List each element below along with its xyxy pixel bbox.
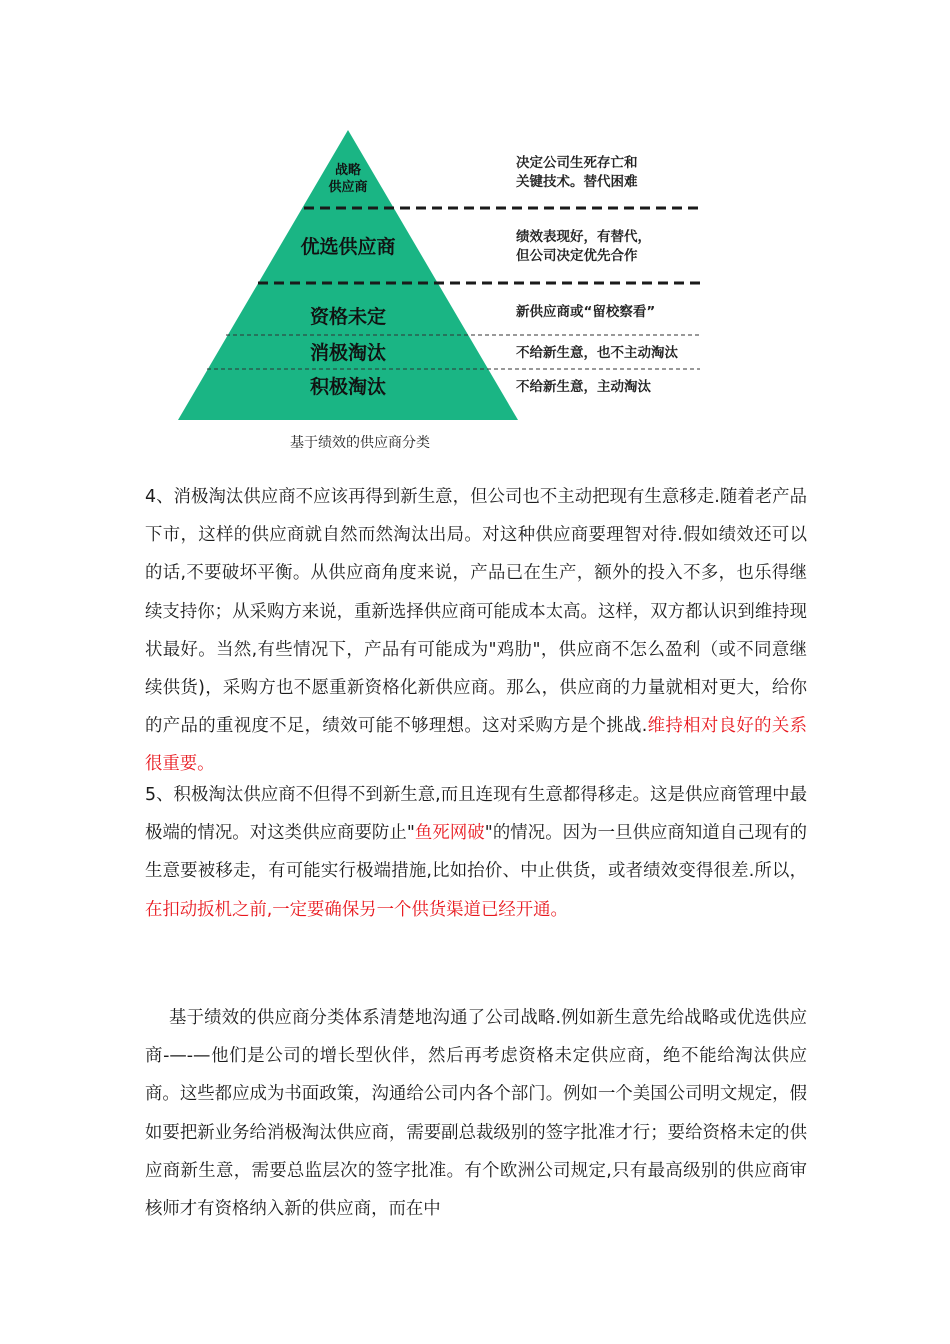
- supplier-pyramid-figure: [170, 122, 710, 462]
- desc-preferred-line1: 绩效表现好，有替代，: [516, 229, 651, 245]
- level-strategic-line1: 战略: [334, 163, 362, 178]
- level-pending-label: 资格未定: [309, 306, 387, 328]
- desc-strategic-line1: 决定公司生死存亡和: [516, 155, 638, 171]
- paragraph-4-highlight: 维持相对良好的关系很重要。: [145, 716, 807, 775]
- figure-caption: 基于绩效的供应商分类: [290, 435, 430, 451]
- level-active-label: 积极淘汰: [309, 376, 387, 398]
- desc-strategic: [516, 154, 638, 192]
- paragraph-4-text: 4、消极淘汰供应商不应该再得到新生意，但公司也不主动把现有生意移走.随着老产品下市，这样的供应商就自然而然淘汰出局。对这种供应商要理智对待.假如绩效还可以的话,不要破坏平衡。从供应商角度来说，产品已在生产，额外的投入不多，也乐得继续支持你；从采购方来说，重新选择供应商可能成本太高。这样，双方都认识到维持现状最好。当然,有些情况下，产品有可能成为"鸡肋"，供应商不怎么盈利（或不同意继续供货)，采购方也不愿重新资格化新供应商。那么，供应商的力量就相对更大，给你的产品的重视度不足，绩效可能不够理想。这对采购方是个挑战.: [145, 487, 807, 737]
- desc-preferred-line2: 但公司决定优先合作: [516, 248, 638, 264]
- desc-strategic-line2: 关键技术。替代困难: [516, 174, 638, 190]
- level-passive-label: 消极淘汰: [309, 342, 387, 364]
- paragraph-5-highlight2: 在扣动扳机之前,一定要确保另一个供货渠道已经开通。: [145, 899, 568, 920]
- level-strategic-line2: 供应商: [328, 180, 368, 195]
- desc-passive: 不给新生意，也不主动淘汰: [516, 345, 678, 361]
- paragraph-6: [145, 999, 807, 1228]
- paragraph-4: [145, 478, 807, 784]
- paragraph-5-highlight1: 鱼死网破: [414, 823, 485, 844]
- level-strategic-label: [328, 162, 367, 196]
- desc-active: 不给新生意，主动淘汰: [516, 379, 651, 395]
- paragraph-5-part2: "的情况。因为一旦供应商知道自己现有的生意要被移走，有可能实行极端措施,比如抬价、中止供货，或者绩效变得很差.所以，: [145, 823, 807, 882]
- level-preferred-label: 优选供应商: [300, 236, 396, 258]
- paragraph-5-part1: 5、积极淘汰供应商不但得不到新生意,而且连现有生意都得移走。这是供应商管理中最极端的情况。对这类供应商要防止": [145, 785, 807, 844]
- desc-preferred: [516, 228, 651, 266]
- paragraph-6-text: 基于绩效的供应商分类体系清楚地沟通了公司战略.例如新生意先给战略或优选供应商-—-—他们是公司的增长型伙伴，然后再考虑资格未定供应商，绝不能给淘汰供应商。这些都应成为书面政策，沟通给公司内各个部门。例如一个美国公司明文规定，假如要把新业务给消极淘汰供应商，需要副总裁级别的签字批准才行；要给资格未定的供应商新生意，需要总监层次的签字批准。有个欧洲公司规定,只有最高级别的供应商审核师才有资格纳入新的供应商，而在中: [145, 1008, 807, 1220]
- paragraph-5: [145, 776, 807, 929]
- desc-pending: 新供应商或“留校察看”: [516, 304, 656, 320]
